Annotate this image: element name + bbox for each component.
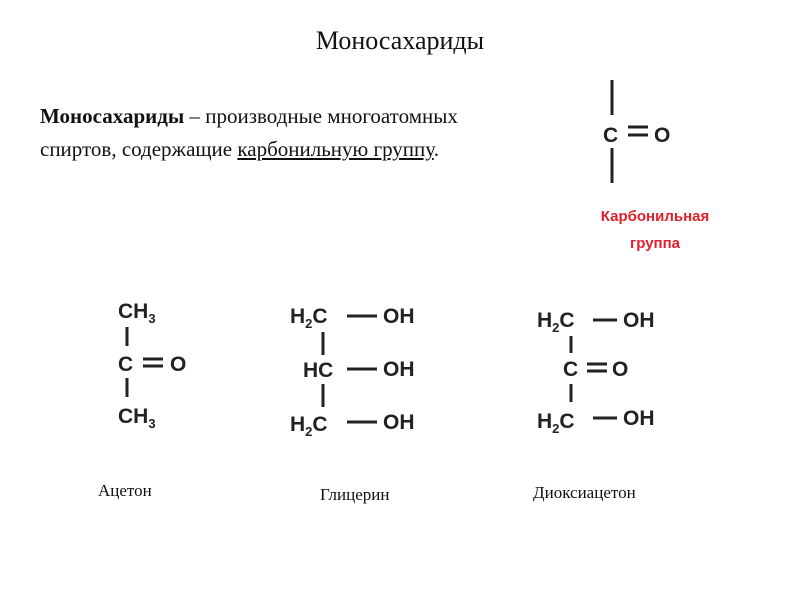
dihydroxyacetone-h2c-top: $H_2C$: [537, 309, 575, 335]
definition-underlined-term: карбонильную группу: [237, 137, 434, 161]
acetone-carbon: C: [118, 353, 134, 376]
glycerol-oh-middle: OH: [383, 358, 415, 381]
definition-end: .: [433, 137, 439, 161]
acetone-ch3-bottom: $CH_3$: [118, 405, 156, 431]
definition-text: – производные многоатомных спиртов, содержащие: [40, 104, 458, 161]
carbonyl-caption-line-1: Карбонильная: [600, 208, 710, 225]
glycerol-name: Глицерин: [320, 485, 390, 504]
dihydroxyacetone-name: Диоксиацетон: [533, 483, 636, 502]
acetone-ch3-top: $CH_3$: [118, 300, 156, 326]
dihydroxyacetone-carbon: C: [563, 358, 579, 381]
carbonyl-group-caption: [560, 203, 750, 257]
glycerol-oh-bottom: OH: [383, 411, 415, 434]
acetone-formula: [118, 300, 186, 431]
dihydroxyacetone-formula: [537, 309, 655, 436]
carbonyl-group-formula: [603, 80, 670, 183]
glycerol-formula: [290, 305, 415, 439]
carbonyl-carbon-atom: C: [603, 124, 619, 147]
slide-title: Моносахариды: [315, 26, 485, 55]
carbonyl-caption-line-2: группа: [629, 235, 681, 252]
dihydroxyacetone-h2c-bottom: $H_2C$: [537, 410, 575, 436]
dihydroxyacetone-oh-top: OH: [623, 309, 655, 332]
dihydroxyacetone-oxygen: O: [612, 358, 629, 381]
definition-term: Моносахариды: [40, 104, 185, 128]
dihydroxyacetone-oh-bottom: OH: [623, 407, 655, 430]
acetone-oxygen: O: [170, 353, 187, 376]
glycerol-h2c-top: $H_2C$: [290, 305, 328, 331]
carbonyl-oxygen-atom: O: [654, 124, 671, 147]
acetone-name: Ацетон: [98, 481, 152, 500]
glycerol-h2c-bottom: $H_2C$: [290, 413, 328, 439]
glycerol-hc-middle: HC: [303, 359, 334, 382]
glycerol-oh-top: OH: [383, 305, 415, 328]
